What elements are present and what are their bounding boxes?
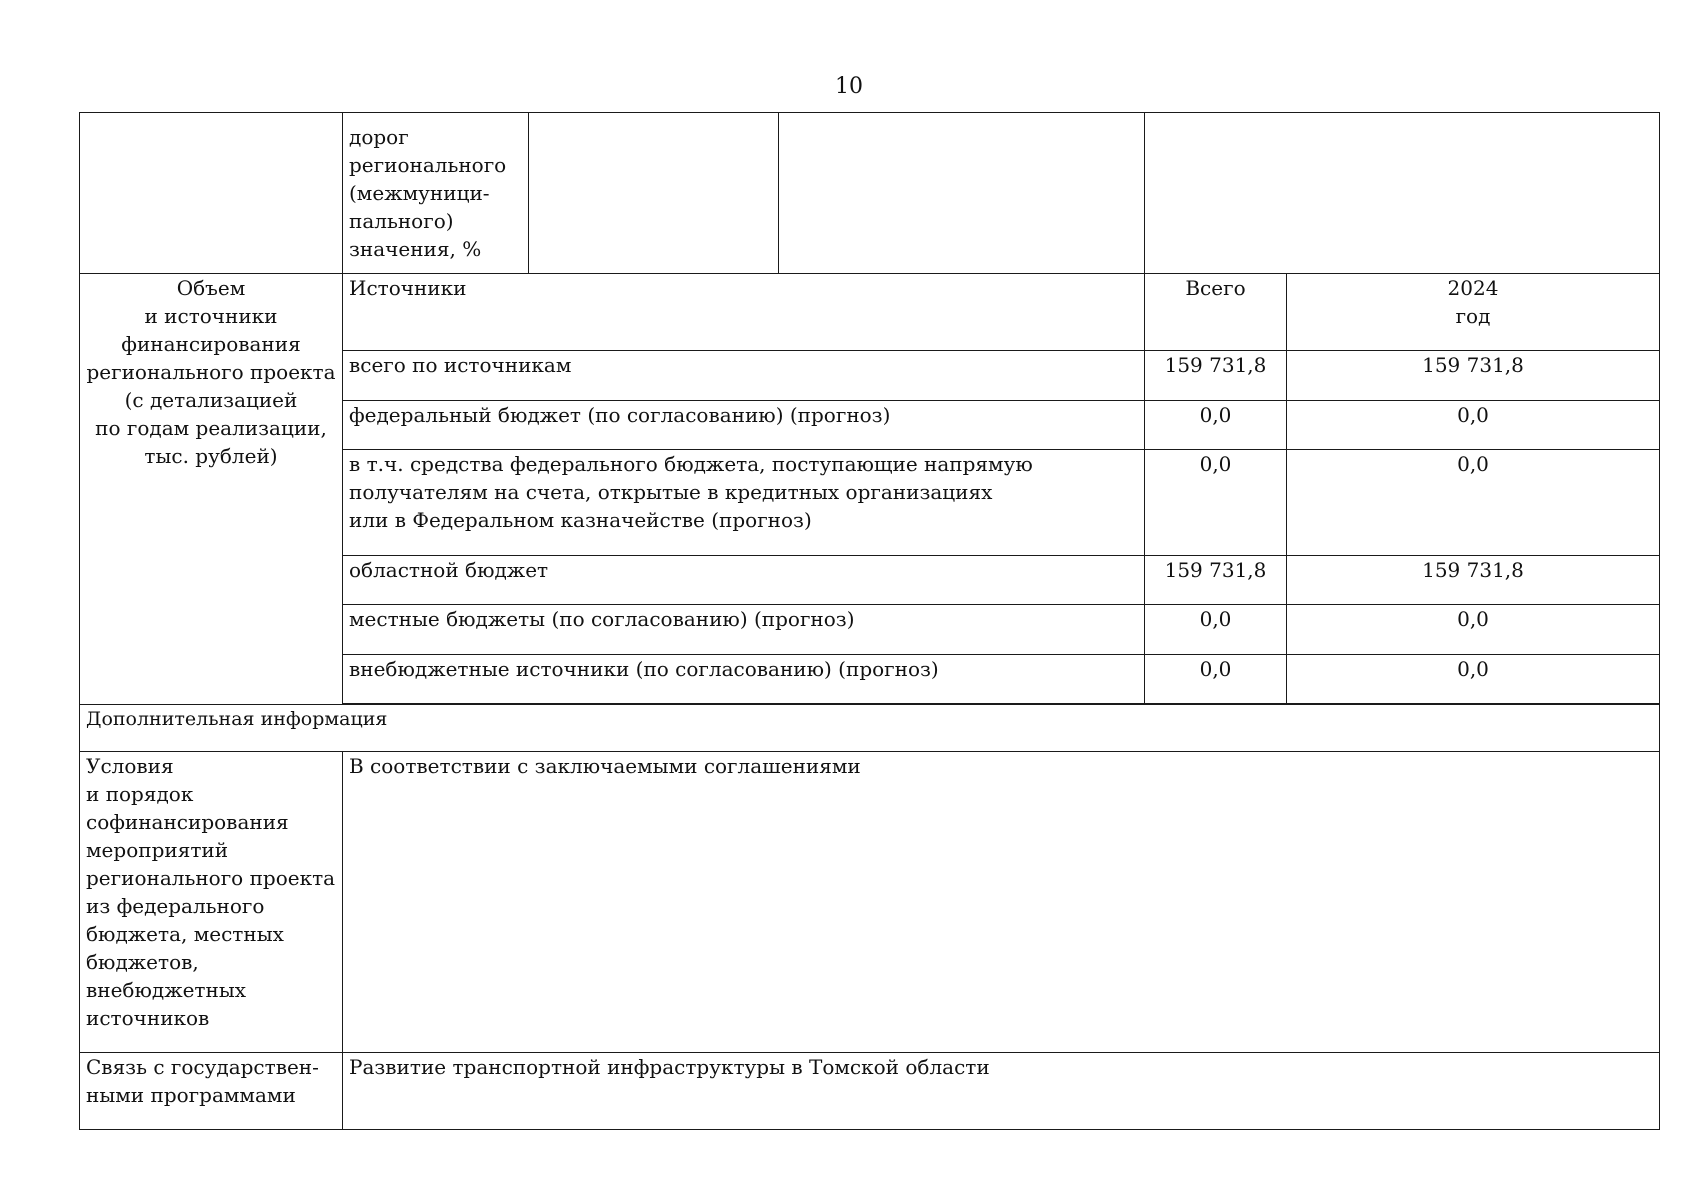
conditions-label: Условия и порядок софинансирования мероприятий регионального проекта из федерального бюджета, местных бюджетов, внебюджетных источников	[80, 752, 343, 1053]
indicator-continuation-row	[80, 113, 1660, 274]
additional-info-row	[80, 705, 1660, 752]
conditions-row	[80, 752, 1660, 1053]
source-total: 0,0	[1145, 401, 1287, 450]
financing-label: Объем и источники финансирования регионального проекта (с детализацией по годам реализации, тыс. рублей)	[80, 274, 343, 705]
source-total: 0,0	[1145, 655, 1287, 704]
source-total: 0,0	[1145, 605, 1287, 655]
financing-header-row	[80, 274, 1660, 351]
programs-row	[80, 1053, 1660, 1130]
source-year-value: 0,0	[1287, 401, 1660, 450]
sources-header: Источники	[343, 274, 1145, 351]
empty-cell	[529, 113, 779, 274]
total-header: Всего	[1145, 274, 1287, 351]
source-name: местные бюджеты (по согласованию) (прогноз)	[343, 605, 1145, 655]
source-year-value: 159 731,8	[1287, 556, 1660, 605]
regional-project-table	[79, 112, 1660, 1130]
source-year-value: 0,0	[1287, 605, 1660, 655]
indicator-name-cell: дорог регионального (межмуници- пального) значения, %	[343, 113, 529, 274]
source-name: внебюджетные источники (по согласованию) (прогноз)	[343, 655, 1145, 704]
programs-label: Связь с государствен- ными программами	[80, 1053, 343, 1130]
additional-info-title: Дополнительная информация	[80, 705, 1660, 752]
empty-cell	[80, 113, 343, 274]
programs-value: Развитие транспортной инфраструктуры в Томской области	[343, 1053, 1660, 1130]
source-name: в т.ч. средства федерального бюджета, поступающие напрямую получателям на счета, открытые в кредитных организациях или в Федеральном казначействе (прогноз)	[343, 450, 1145, 556]
source-year-value: 159 731,8	[1287, 351, 1660, 401]
source-total: 159 731,8	[1145, 556, 1287, 605]
empty-cell	[1145, 113, 1660, 274]
conditions-value: В соответствии с заключаемыми соглашениями	[343, 752, 1660, 1053]
page-number: 10	[835, 74, 863, 99]
empty-cell	[779, 113, 1145, 274]
source-total: 159 731,8	[1145, 351, 1287, 401]
year-header: 2024 год	[1287, 274, 1660, 351]
source-total: 0,0	[1145, 450, 1287, 556]
source-year-value: 0,0	[1287, 450, 1660, 556]
source-year-value: 0,0	[1287, 655, 1660, 704]
source-name: всего по источникам	[343, 351, 1145, 401]
source-name: областной бюджет	[343, 556, 1145, 605]
source-name: федеральный бюджет (по согласованию) (прогноз)	[343, 401, 1145, 450]
